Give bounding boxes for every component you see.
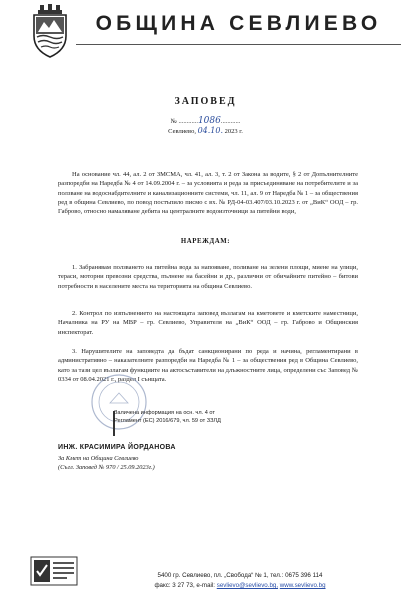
document-date-suffix: 2023 г. bbox=[224, 128, 243, 135]
order-item-2-text: 2. Контрол по изпълнението на настоящата заповед възлагам на кметовете и кметските наместници, Началника на РУ на МВР – гр. Севлиево, Управителя на „ВиК“ ООД – гр. Габрово и Общинския инспекторат. bbox=[58, 310, 358, 336]
signatory-order-reference: (Съгл. Заповед № 970 / 25.09.2023г.) bbox=[58, 464, 155, 471]
signatory-role: За Кмет на Община Севлиево bbox=[58, 455, 139, 462]
order-heading: НАРЕЖДАМ: bbox=[180, 238, 231, 245]
footer-website-link[interactable]: www.sevlievo.bg bbox=[279, 582, 326, 589]
footer-email-link[interactable]: sevlievo@sevlievo.bg, bbox=[216, 582, 279, 589]
redaction-note-line-2: Регламент (ЕС) 2016/679, чл. 59 от ЗЗЛД bbox=[114, 418, 221, 425]
document-number-prefix: № bbox=[170, 118, 177, 125]
footer-fax: факс: 3 27 73, bbox=[154, 582, 195, 589]
order-item-1-text: 1. Забранявам ползването на питейна вода за напояване, поливане на зелени площи, миене на улици, тераси, моторни превозни средства, пълнене на басейни и др., различни от обичайните питейно – битови потребности в населените места на територията на община Севлиево. bbox=[58, 264, 358, 290]
signatory-name: ИНЖ. КРАСИМИРА ЙОРДАНОВА bbox=[58, 444, 176, 451]
header-divider bbox=[76, 44, 401, 45]
footer-address: 5400 гр. Севлиево, пл. „Свобода“ № 1, тел.: 0675 396 114 bbox=[157, 572, 323, 579]
redaction-note-line-1: Заличена информация на осн. чл. 4 от bbox=[114, 410, 215, 416]
order-item-1 bbox=[58, 263, 358, 291]
preamble-paragraph bbox=[58, 170, 358, 216]
certification-logo-icon bbox=[30, 556, 78, 586]
order-item-3-text: 3. Нарушителите на заповедта да бъдат санкционирани по реда и начина, регламентирани в административно – наказателните разпоредби на Наредба № 1 – за обществения ред в Община Севлиево, като за тази цел възлагам функциите на актосъставители на длъжностните лица, определени със Заповед № 0334 от 08.04.2021 г., раздел I сънщата. bbox=[58, 348, 358, 383]
document-date-prefix: Севлиево, bbox=[168, 128, 196, 135]
municipality-title: ОБЩИНА СЕВЛИЕВО bbox=[95, 12, 382, 35]
footer-email-label: e-mail: bbox=[196, 582, 215, 589]
order-item-2 bbox=[58, 309, 358, 337]
coat-of-arms-icon bbox=[30, 4, 70, 58]
footer-contacts bbox=[90, 582, 390, 589]
document-number: № ............1086............ bbox=[170, 116, 241, 126]
document-number-value: 1086 bbox=[197, 116, 221, 126]
redaction-note bbox=[114, 409, 314, 426]
document-title: ЗАПОВЕД bbox=[174, 96, 237, 107]
document-date-value: 04.10. bbox=[197, 126, 224, 135]
document-date bbox=[0, 126, 411, 135]
preamble-text: На основание чл. 44, ал. 2 от ЗМСМА, чл. 41, ал. 3, т. 2 от Закона за водите, § 2 от Допълнителните разпоредби на Наредба № 4 от 14.09.2004 г. – за условията и реда за присъединяване на потребителите и за ползване на водоснабдителните и канализационните системи, чл. 11, ал. 9 от Наредба № 1 – за обществения ред в община Севлиево, по повод постъпило писмо с вх. № РД-04-03.407/03.10.2023 г. от „ВиК“ ООД – гр. Габрово, относно намаляване дебита на централните водоизточници за питейни води, bbox=[58, 171, 358, 216]
